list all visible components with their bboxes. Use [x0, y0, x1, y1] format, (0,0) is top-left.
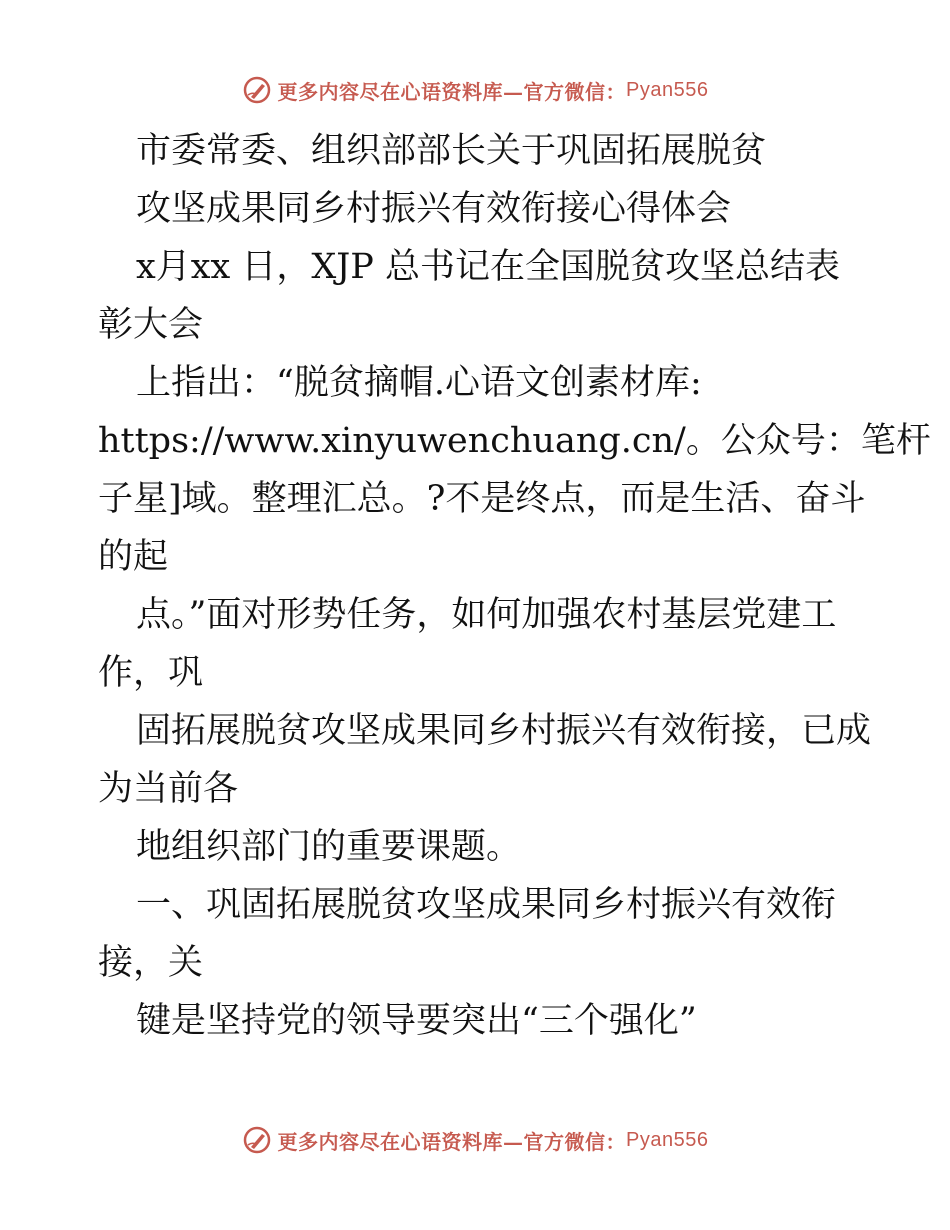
paragraph-line: 作，巩 [98, 653, 204, 693]
title-line-1: 市委常委、组织部部长关于巩固拓展脱贫 [136, 131, 767, 171]
paragraph-line: 子星]域。整理汇总。?不是终点，而是生活、奋斗 [98, 479, 866, 519]
watermark-text: 更多内容尽在心语资料库—官方微信： [277, 1129, 627, 1154]
paragraph-line: 的起 [98, 537, 169, 577]
watermark-wechat-id: Pyan556 [626, 78, 709, 101]
paragraph-line: 彰大会 [98, 305, 204, 345]
title-line-2: 攻坚成果同乡村振兴有效衔接心得体会 [136, 189, 732, 229]
paragraph-line: 上指出：“脱贫摘帽.心语文创素材库: [136, 363, 702, 403]
section-heading-line: 键是坚持党的领导要突出“三个强化” [136, 1001, 697, 1041]
document-body [98, 122, 931, 1050]
section-heading-line: 接，关 [98, 943, 204, 983]
paragraph-line: https://www.xinyuwenchuang.cn/。公众号：笔杆 [98, 421, 931, 461]
paragraph-line: 地组织部门的重要课题。 [136, 827, 522, 867]
paragraph-line: 为当前各 [98, 769, 239, 809]
quill-pen-logo-icon [242, 75, 272, 105]
paragraph-line: x月xx 日，XJP 总书记在全国脱贫攻坚总结表 [136, 247, 840, 287]
paragraph-line: 固拓展脱贫攻坚成果同乡村振兴有效衔接，已成 [136, 711, 872, 751]
footer-watermark [0, 1120, 950, 1160]
header-watermark [0, 70, 950, 110]
section-heading-line: 一、巩固拓展脱贫攻坚成果同乡村振兴有效衔 [136, 885, 837, 925]
watermark-text: 更多内容尽在心语资料库—官方微信： [277, 79, 627, 104]
paragraph-line: 点。”面对形势任务，如何加强农村基层党建工 [136, 595, 837, 635]
quill-pen-logo-icon [242, 1125, 272, 1155]
watermark-wechat-id: Pyan556 [626, 1128, 709, 1151]
